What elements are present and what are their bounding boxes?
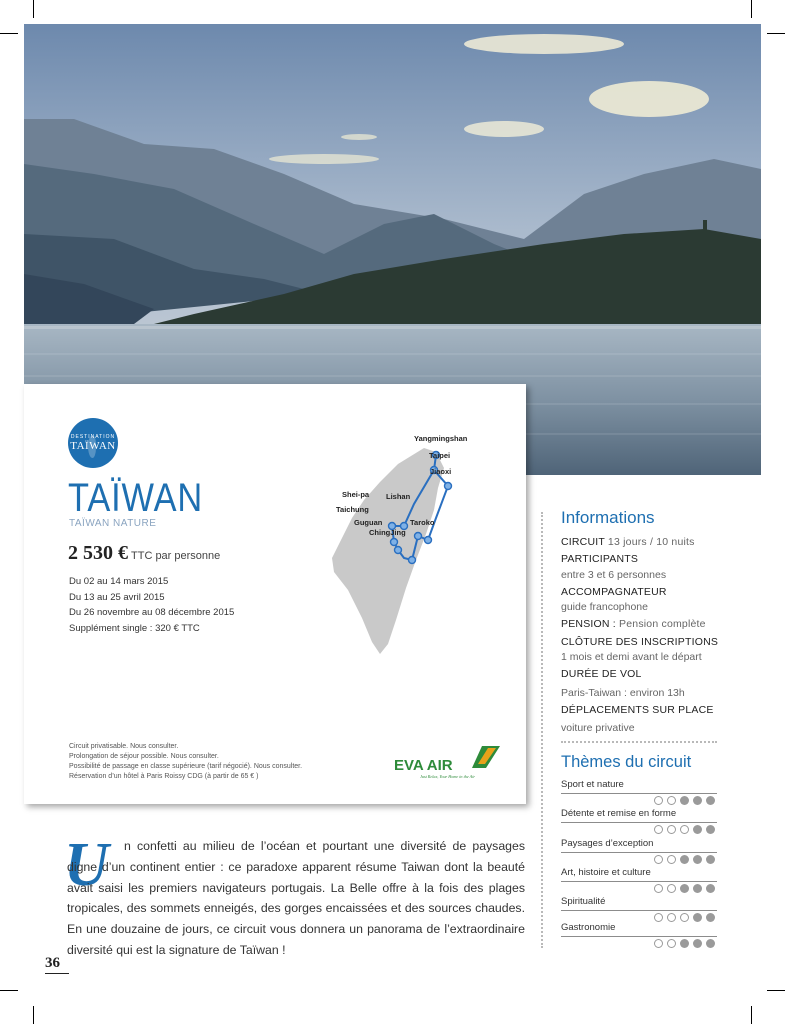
rating-dot: [693, 939, 702, 948]
drop-cap: U: [64, 831, 109, 899]
logo-small-text: DESTINATION: [70, 434, 116, 440]
city-label: Taipei: [429, 451, 451, 460]
rating-dot: [654, 855, 663, 864]
city-marker: [391, 539, 398, 546]
themes-title: Thèmes du circuit: [561, 753, 692, 771]
theme-rating: [654, 913, 715, 922]
rating-dot: [654, 913, 663, 922]
rating-dot: [680, 855, 689, 864]
city-label: Yangmingshan: [414, 434, 468, 443]
notes: [69, 742, 302, 782]
theme-label: Gastronomie: [561, 922, 616, 933]
rating-dot: [680, 913, 689, 922]
note-line: Possibilité de passage en classe supérieure (tarif négocié). Nous consulter.: [69, 763, 303, 770]
crop-mark: [0, 990, 18, 991]
logo-big-text: TAÏWAN: [70, 440, 116, 452]
theme-label: Détente et remise en forme: [561, 808, 677, 819]
theme-row: [561, 808, 717, 819]
rating-dot: [667, 855, 676, 864]
destination-taiwan-logo: [68, 418, 118, 468]
taiwan-island-shape: [332, 448, 444, 654]
eva-air-slogan: Just Relax, Your Home in the Air: [420, 774, 476, 779]
price: [68, 542, 220, 565]
info-vol-label: DURÉE DE VOL: [561, 668, 642, 680]
rating-dot: [693, 913, 702, 922]
page-number-rule: [45, 973, 69, 974]
rating-dot: [693, 855, 702, 864]
city-marker: [409, 557, 416, 564]
rating-dot: [654, 939, 663, 948]
theme-row: [561, 922, 717, 933]
city-marker: [425, 537, 432, 544]
theme-label: Sport et nature: [561, 779, 624, 790]
theme-rating: [654, 939, 715, 948]
informations-title: Informations: [561, 508, 655, 527]
crop-mark: [751, 0, 752, 18]
rating-dot: [654, 825, 663, 834]
rating-dot: [667, 796, 676, 805]
taiwan-route-map: [324, 430, 484, 660]
info-cloture-label: CLÔTURE DES INSCRIPTIONS: [561, 636, 719, 648]
city-label: Guguan: [354, 518, 383, 527]
dates-list: [69, 574, 234, 636]
rating-dot: [693, 796, 702, 805]
info-deplacements-value: voiture privative: [561, 722, 635, 734]
city-label: Jiaoxi: [430, 467, 452, 476]
theme-row: [561, 867, 717, 878]
destination-title: TAÏWAN: [68, 476, 204, 520]
column-divider: [541, 512, 545, 948]
theme-rating: [654, 825, 715, 834]
theme-row: [561, 838, 717, 849]
note-line: Réservation d’un hôtel à Paris Roissy CDG (à partir de 65 € ): [69, 773, 259, 780]
rating-dot: [693, 825, 702, 834]
date-line: Du 02 au 14 mars 2015: [69, 576, 169, 587]
theme-label: Paysages d’exception: [561, 838, 654, 849]
crop-mark: [767, 990, 785, 991]
section-divider: [561, 741, 717, 743]
rating-dot: [706, 939, 715, 948]
crop-mark: [0, 33, 18, 34]
theme-rating: [654, 884, 715, 893]
intro-paragraph: [67, 836, 525, 961]
intro-text: n confetti au milieu de l’océan et pourtant une diversité de paysages digne d’un continent entier : ce paradoxe apparent résume Taiwan dont la beauté avait saisi les premiers navigateurs portugais. La Belle offre à la fois des plages tropicales, des sommets enneigés, des gorges encaissées et des sources chaudes. En une douzaine de jours, ce circuit vous donnera un panorama de l’extraordinaire diversité qui est la signature de Taïwan !: [67, 839, 525, 957]
city-label: Shei-pa: [342, 490, 370, 499]
price-amount: 2 530 €: [68, 542, 128, 564]
eva-air-wordmark: EVA AIR: [394, 757, 453, 774]
city-marker: [395, 547, 402, 554]
rating-dot: [706, 855, 715, 864]
date-line: Du 26 novembre au 08 décembre 2015: [69, 607, 235, 618]
rating-dot: [667, 939, 676, 948]
city-label: Lishan: [386, 492, 411, 501]
rating-dot: [667, 884, 676, 893]
info-participants-value: entre 3 et 6 personnes: [561, 569, 667, 581]
eva-air-logo: [392, 744, 502, 784]
theme-label: Spiritualité: [561, 896, 606, 907]
crop-mark: [33, 0, 34, 18]
rating-dot: [706, 796, 715, 805]
rating-dot: [654, 796, 663, 805]
rating-dot: [680, 825, 689, 834]
theme-row: [561, 896, 717, 907]
theme-rating: [654, 855, 715, 864]
theme-rating: [654, 796, 715, 805]
city-marker: [445, 483, 452, 490]
info-deplacements-label: DÉPLACEMENTS SUR PLACE: [561, 704, 714, 716]
destination-card: [24, 384, 526, 804]
rating-dot: [706, 913, 715, 922]
date-line: Du 13 au 25 avril 2015: [69, 591, 165, 603]
info-circuit: CIRCUIT 13 jours / 10 nuits: [561, 536, 695, 548]
city-label: ChingJing: [369, 528, 406, 537]
rating-dot: [680, 939, 689, 948]
rating-dot: [706, 825, 715, 834]
rating-dot: [667, 825, 676, 834]
supplement-line: Supplément single : 320 € TTC: [69, 622, 200, 634]
destination-subtitle: TAÏWAN NATURE: [69, 518, 157, 529]
crop-mark: [767, 33, 785, 34]
city-label: Taichung: [336, 505, 369, 514]
info-accompagnateur-label: ACCOMPAGNATEUR: [561, 586, 667, 598]
note-line: Circuit privatisable. Nous consulter.: [69, 743, 179, 750]
info-cloture-value: 1 mois et demi avant le départ: [561, 651, 702, 663]
rating-dot: [693, 884, 702, 893]
rating-dot: [706, 884, 715, 893]
info-accompagnateur-value: guide francophone: [561, 601, 648, 613]
rating-dot: [680, 884, 689, 893]
info-pension: PENSION : Pension complète: [561, 618, 706, 630]
theme-row: [561, 779, 717, 790]
note-line: Prolongation de séjour possible. Nous consulter.: [69, 753, 219, 760]
info-vol-value: Paris-Taiwan : environ 13h: [561, 687, 685, 699]
page-number: 36: [45, 955, 60, 971]
theme-label: Art, histoire et culture: [561, 867, 651, 878]
rating-dot: [667, 913, 676, 922]
rating-dot: [654, 884, 663, 893]
city-label: Taroko: [410, 518, 435, 527]
crop-mark: [751, 1006, 752, 1024]
crop-mark: [33, 1006, 34, 1024]
rating-dot: [680, 796, 689, 805]
city-marker: [415, 533, 422, 540]
price-unit: TTC par personne: [131, 550, 221, 562]
info-participants-label: PARTICIPANTS: [561, 553, 639, 565]
